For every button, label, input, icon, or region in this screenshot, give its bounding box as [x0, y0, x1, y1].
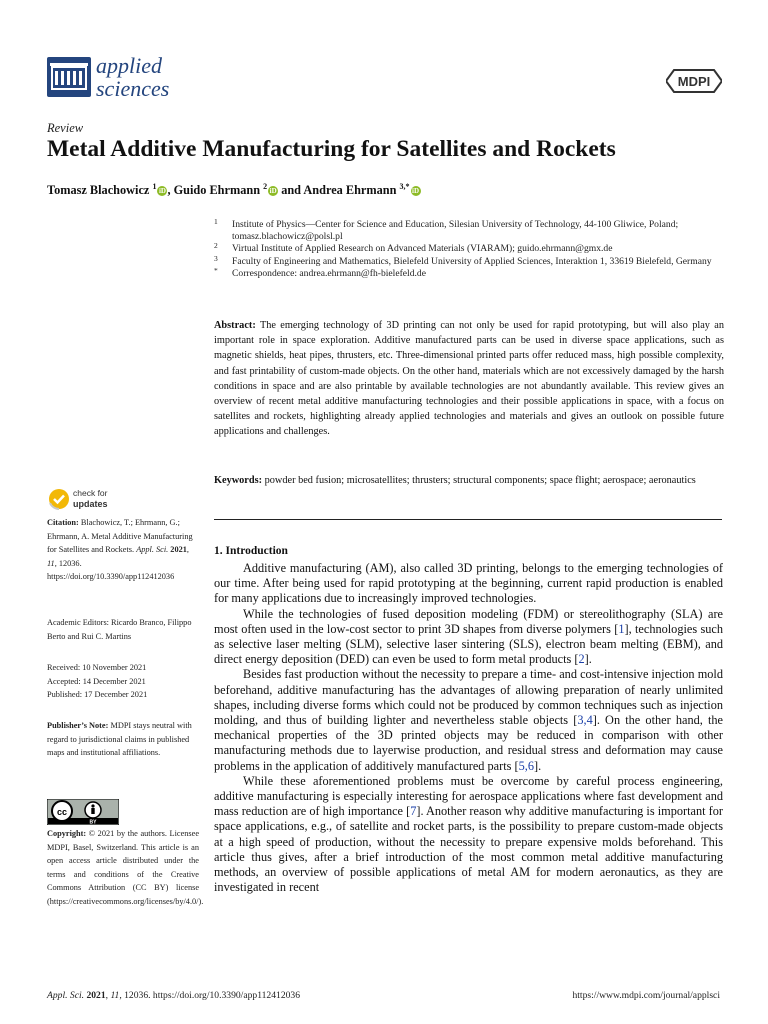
- cc-by-label: BY: [89, 819, 97, 825]
- academic-editors: Academic Editors: Ricardo Branco, Filippo Berto and Rui C. Martins: [47, 618, 192, 641]
- cc-by-license-icon[interactable]: [47, 799, 119, 825]
- paragraph: [214, 774, 723, 896]
- abstract-label: Abstract:: [214, 320, 256, 331]
- citation-block: Citation: Blachowicz, T.; Ehrmann, G.; Ehrmann, A. Metal Additive Manufacturing for Satellites and Rockets. Appl. Sci. 2021, 11, 12036. https://doi.org/10.3390/app112412036: [47, 518, 193, 582]
- journal-name-line1: applied: [96, 53, 162, 78]
- check-for-updates-button[interactable]: [47, 485, 157, 515]
- author-name[interactable]: Tomasz Blachowicz: [47, 183, 150, 198]
- footer-citation: Appl. Sci. 2021, 11, 12036. https://doi.org/10.3390/app112412036: [47, 990, 301, 1001]
- paragraph: [214, 561, 723, 607]
- affiliation-text: Faculty of Engineering and Mathematics, Bielefeld University of Applied Sciences, Interaktion 1, 33619 Bielefeld, Germany: [232, 255, 712, 267]
- author-name[interactable]: Guido Ehrmann: [173, 183, 261, 198]
- author-affiliation-number: 2: [263, 182, 268, 191]
- author-affiliation-number: 1: [152, 182, 157, 191]
- paragraph-text: ].: [533, 758, 542, 773]
- check-label: check for: [73, 488, 108, 498]
- citation-label: Citation:: [47, 518, 79, 527]
- citation-link[interactable]: 1: [618, 621, 625, 636]
- accepted-date: Accepted: 14 December 2021: [47, 676, 146, 686]
- mdpi-logo-icon: [666, 66, 722, 96]
- abstract-text: The emerging technology of 3D printing can not only be used for rapid prototyping, but will also play an important role in space exploration. Additive manufactured parts can be used in diverse space applications, such as magnetic shields, heat pipes, thrusters, etc. Three-dimensional printed parts offer reduced mass, high possible complexity, and fast printability of custom-made objects. On the other hand, materials which are not excessively damaged by the harsh conditions in space and are also printable by available technologies are not abundantly available. This review gives an overview of recent metal additive manufacturing technologies and their possible applications in space, with a focus on satellites and rockets, highlighting already applied technologies and materials and gives an outlook on possible future applications and challenges.: [214, 320, 725, 438]
- citation-link[interactable]: 5,6: [518, 758, 534, 773]
- paragraph-text: ], technologies such as selective laser melting (SLM), selective laser sintering (SLS), electron beam melting (EBM), and direct energy deposition (DED) can even be used to form metal products [: [214, 621, 723, 667]
- section-heading: 1. Introduction: [214, 545, 288, 557]
- keywords-text: powder bed fusion; microsatellites; thrusters; structural components; space flight; aerospace; aeronautics: [264, 475, 696, 486]
- paragraph-text: Additive manufacturing (AM), also called 3D printing, belongs to the emerging technologies of our time. After being used for rapid prototyping at the beginning, current rapid production is enabled for many applications due to increasingly improved technologies.: [214, 561, 723, 606]
- correspondence-text: Correspondence: andrea.ehrmann@fh-bielefeld.de: [232, 267, 426, 279]
- journal-name: [96, 54, 169, 100]
- article-type: Review: [47, 121, 84, 135]
- article-title: Metal Additive Manufacturing for Satellites and Rockets: [47, 136, 616, 162]
- body-text: [214, 561, 723, 895]
- paragraph: [214, 607, 723, 668]
- dates-block: [47, 661, 199, 702]
- citation-journal: Appl. Sci.: [136, 545, 169, 555]
- published-date: Published: 17 December 2021: [47, 690, 148, 700]
- citation-text: Blachowicz, T.; Ehrmann, G.; Ehrmann, A. Metal Additive Manufacturing for Satellites and Rockets.: [47, 518, 193, 555]
- citation-link[interactable]: 3,4: [577, 713, 593, 728]
- affiliation-item: [214, 253, 724, 268]
- footer-journal-url[interactable]: https://www.mdpi.com/journal/applsci: [572, 990, 720, 1001]
- orcid-icon[interactable]: iD: [269, 187, 277, 196]
- affiliation-text: Institute of Physics—Center for Science and Education, Silesian University of Technology, 44-100 Gliwice, Poland; tomasz.blachowicz@polsl.pl: [232, 219, 679, 243]
- abstract: [214, 318, 724, 440]
- affiliation-number: 1: [214, 217, 218, 226]
- affiliation-number: 2: [214, 241, 218, 251]
- author-name[interactable]: Andrea Ehrmann: [303, 183, 397, 198]
- svg-text:cc: cc: [56, 807, 68, 817]
- paragraph-text: While these aforementioned problems must be overcome by careful process engineering, additive manufacturing is especially interesting for aerospace applications where fast development and mass reduction are of high importance [: [214, 773, 723, 819]
- paragraph-text: Besides fast production without the necessity to prepare a time- and cost-intensive injection mold beforehand, additive manufacturing has the advantages of allowing preparation of nearly unlimited shapes, including diverse forms which could not be produced by common techniques such as injection molding, and thus of building lighter and nevertheless stable objects [: [214, 667, 723, 728]
- affiliation-item: [214, 219, 724, 243]
- publisher-note: [47, 719, 199, 760]
- copyright-label: Copyright:: [47, 829, 87, 838]
- copyright-block: [47, 827, 204, 909]
- paragraph-text: ]. On the other hand, the mechanical properties of the 3D printed objects may be reduced in comparison with other manufacturing methods due to layerwise production, and residual stress and deformation may cause problems in the application of additively manufactured parts [: [214, 713, 723, 773]
- footer-year: 2021: [86, 990, 106, 1001]
- received-date: Received: 10 November 2021: [47, 663, 147, 672]
- divider: [214, 519, 722, 520]
- orcid-icon[interactable]: iD: [158, 187, 166, 196]
- affiliation-number: *: [214, 265, 218, 275]
- citation-link[interactable]: 7: [410, 804, 417, 819]
- updates-label: updates: [73, 499, 108, 509]
- paragraph-text: While the technologies of fused deposition modeling (FDM) or stereolithography (SLA) are most often used in the low-cost sector to print 3D shapes from diverse polymers [: [214, 606, 723, 636]
- footer-doi[interactable]: , 12036. https://doi.org/10.3390/app112412036: [119, 990, 301, 1001]
- author-affiliation-number: 3,*: [399, 182, 410, 191]
- orcid-icon[interactable]: iD: [412, 187, 420, 196]
- citation-doi[interactable]: , 12036. https://doi.org/10.3390/app112412036: [47, 558, 175, 582]
- keywords-label: Keywords:: [214, 475, 263, 486]
- keywords: [214, 473, 724, 488]
- footer-volume: 11: [110, 990, 120, 1001]
- publisher-name: MDPI: [677, 74, 711, 89]
- paragraph: [214, 667, 723, 773]
- footer-journal: Appl. Sci.: [47, 990, 85, 1001]
- copyright-text: © 2021 by the authors. Licensee MDPI, Basel, Switzerland. This article is an open access article distributed under the terms and conditions of the Creative Commons Attribution (CC BY) license (https://creativecommons.org/licenses/by/4.0/).: [47, 829, 204, 906]
- affiliation-item: [214, 265, 724, 280]
- publisher-note-text: MDPI stays neutral with regard to jurisdictional claims in published maps and institutional affiliations.: [47, 721, 192, 758]
- affiliation-number: 3: [214, 253, 218, 263]
- journal-logo-icon: [47, 57, 91, 97]
- author-list: [47, 182, 421, 198]
- citation-year: 2021: [170, 545, 187, 555]
- journal-name-line2: sciences: [96, 76, 170, 101]
- affiliation-item: [214, 243, 724, 255]
- citation-link[interactable]: 2: [578, 652, 585, 667]
- citation-volume: 11: [47, 558, 55, 568]
- affiliation-text: Virtual Institute of Applied Research on Advanced Materials (VIARAM); guido.ehrmann@gmx.de: [232, 243, 613, 255]
- publisher-note-label: Publisher’s Note:: [47, 721, 109, 730]
- affiliations: [214, 219, 724, 280]
- author-separator: ,: [167, 183, 174, 198]
- paragraph-text: ].: [584, 652, 592, 667]
- paragraph-text: ]. Another reason why additive manufacturing is important for space applications, e.g., of satellite and rocket parts, is the possibility to prepare custom-made objects at a high speed of production, without the necessity to prepare expensive molds beforehand. This article thus gives, after a brief introduction of the most common metal additive manufacturing methods, an overview of possible applications of metal AM for modern aeronautics, as they are investigated in recent: [214, 804, 724, 895]
- author-separator: and: [278, 183, 304, 198]
